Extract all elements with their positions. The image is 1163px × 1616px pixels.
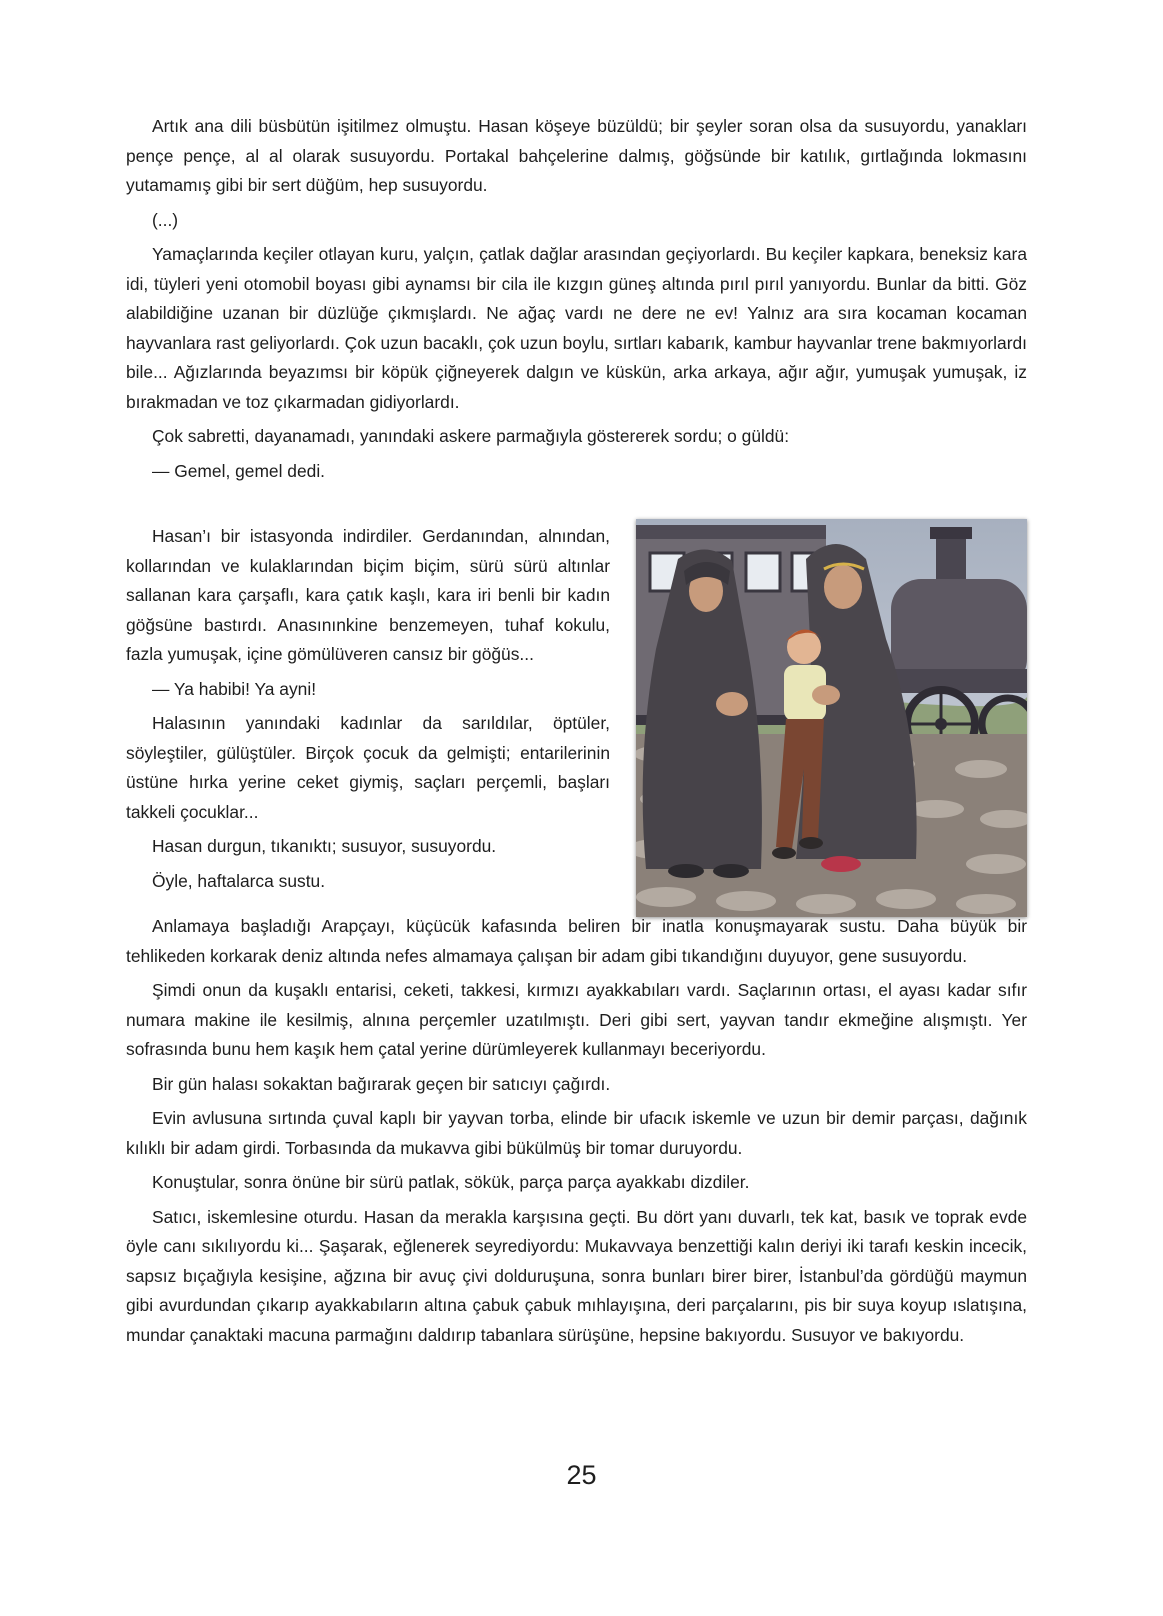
page-number: 25 xyxy=(566,1460,597,1490)
paragraph: Satıcı, iskemlesine oturdu. Hasan da merakla karşısına geçti. Bu dört yanı duvarlı, tek kat, basık ve toprak evde öyle canı sıkılıyordu ki... Şaşarak, eğlenerek seyrediyordu: Mukavvaya benzettiği kalın deriyi iki tarafı keskin incecik, sapsız bıçağıyla kesişine, ağzına bir avuç çivi dolduruşuna, sonra bunları birer birer, İstanbul’da gördüğü maymun gibi avurdundan çıkarıp ayakkabıların altına çabuk çabuk mıhlayışına, deri parçalarını, pis bir suya koyup ıslatışına, mundar çanaktaki macuna parmağını daldırıp tabanlara sürüşüne, hepsine bakıyordu. Susuyor ve bakıyordu. xyxy=(126,1206,1027,1345)
text-block-bottom xyxy=(126,912,1027,1355)
paragraph: Konuştular, sonra önüne bir sürü patlak, sökük, parça parça ayakkabı dizdiler. xyxy=(152,1172,750,1192)
paragraph: Hasan durgun, tıkanıktı; susuyor, susuyordu. xyxy=(152,836,497,856)
station-illustration xyxy=(636,519,1027,917)
paragraph: Çok sabretti, dayanamadı, yanındaki askere parmağıyla göstererek sordu; o güldü: xyxy=(152,426,790,446)
text-block-beside-illustration xyxy=(126,522,610,901)
paragraph: Şimdi onun da kuşaklı entarisi, ceketi, takkesi, kırmızı ayakkabıları vardı. Saçlarının ortası, el ayası kadar sıfır numara makine ile kesilmiş, alnına perçemler uzatılmıştı. Deri gibi sert, yayvan tandır ekmeğine alışmıştı. Yer sofrasında bunu hem kaşık hem çatal yerine dürümleyerek kullanmayı beceriyordu. xyxy=(126,980,1027,1059)
paragraph: Evin avlusuna sırtında çuval kaplı bir yayvan torba, elinde bir ufacık iskemle ve uzun bir demir parçası, dağınık kılıklı bir adam girdi. Torbasında da mukavva gibi bükülmüş bir tomar duruyordu. xyxy=(126,1108,1027,1158)
paragraph: Halasının yanındaki kadınlar da sarıldılar, öptüler, söyleştiler, gülüştüler. Birçok çocuk da gelmişti; entarilerinin üstüne hırka yerine ceket giymiş, saçları perçemli, başları takkeli çocuklar... xyxy=(126,713,610,822)
paragraph: — Gemel, gemel dedi. xyxy=(152,460,326,481)
paragraph: Artık ana dili büsbütün işitilmez olmuştu. Hasan köşeye büzüldü; bir şeyler soran olsa da susuyordu, yanakları pençe pençe, al al olarak susuyordu. Portakal bahçelerine dalmış, göğsünde bir katılık, gırtlağında lokmasını yutamamış gibi bir sert düğüm, hep susuyordu. xyxy=(126,116,1027,195)
paragraph: — Ya habibi! Ya ayni! xyxy=(152,678,317,699)
text-block-top xyxy=(126,112,1027,491)
paragraph: Yamaçlarında keçiler otlayan kuru, yalçın, çatlak dağlar arasından geçiyorlardı. Bu keçiler kapkara, beneksiz kara idi, tüyleri yeni otomobil boyası gibi aynamsı bir cila ile kızgın güneş altında pırıl pırıl yanıyordu. Bunlar da bitti. Göz alabildiğine uzanan bir düzlüğe çıkmışlardı. Ne ağaç vardı ne dere ne ev! Yalnız ara sıra kocaman kocaman hayvanlara rast geliyorlardı. Çok uzun bacaklı, çok uzun boylu, sırtları kabarık, kambur hayvanlar trene bakmıyorlardı bile... Ağızlarında beyazımsı bir köpük çiğneyerek dalgın ve küskün, arka arkaya, ağır ağır, yumuşak yumuşak, iz bırakmadan ve toz çıkarmadan gidiyorlardı. xyxy=(126,244,1027,412)
paragraph: (...) xyxy=(152,209,179,230)
paragraph: Bir gün halası sokaktan bağırarak geçen bir satıcıyı çağırdı. xyxy=(152,1073,611,1094)
paragraph: Hasan’ı bir istasyonda indirdiler. Gerdanından, alnından, kollarından ve kulaklarından biçim biçim, sürü sürü altınlar sallanan kara çarşaflı, kara çatık kaşlı, kara iri benli bir kadın göğsüne bastırdı. Anasınınkine benzemeyen, tuhaf kokulu, fazla yumuşak, içine gömülüveren cansız bir göğüs... xyxy=(126,526,610,664)
paragraph: Anlamaya başladığı Arapçayı, küçücük kafasında beliren bir inatla konuşmayarak sustu. Daha büyük bir tehlikeden korkarak deniz altında nefes almamaya çalışan bir adam gibi tıkandığını duyuyor, gene susuyordu. xyxy=(126,916,1027,966)
paragraph: Öyle, haftalarca sustu. xyxy=(152,870,326,891)
